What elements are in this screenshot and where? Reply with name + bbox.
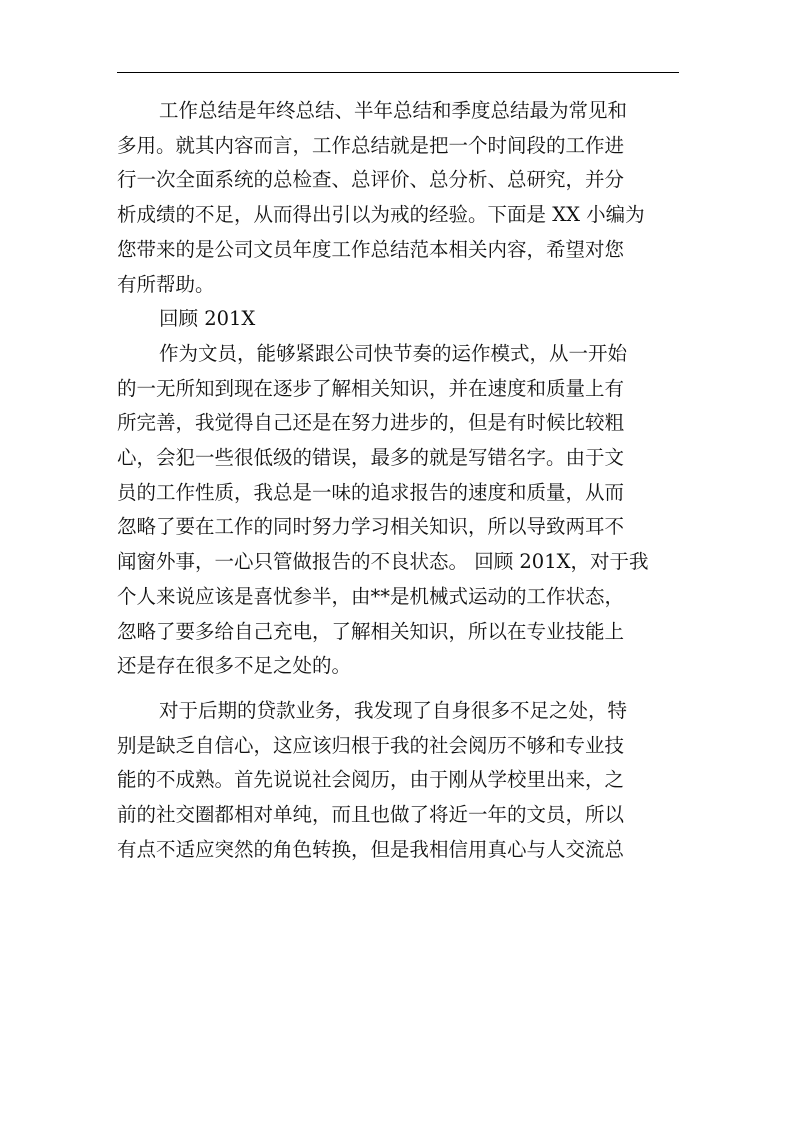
paragraph-line: 作为文员，能够紧跟公司快节奏的运作模式，从一开始 (159, 341, 628, 365)
header-rule (117, 72, 679, 73)
paragraph-line: 前的社交圈都相对单纯，而且也做了将近一年的文员，所以 (117, 803, 625, 827)
paragraph-line: 对于后期的贷款业务，我发现了自身很多不足之处，特 (159, 698, 628, 722)
paragraph-line: 员的工作性质，我总是一味的追求报告的速度和质量，从而 (117, 480, 625, 504)
paragraph-line: 有点不适应突然的角色转换，但是我相信用真心与人交流总 (117, 837, 625, 861)
document-body (117, 94, 665, 867)
paragraph-spacer (117, 684, 665, 694)
paragraph-line: 您带来的是公司文员年度工作总结范本相关内容，希望对您 (117, 237, 625, 261)
paragraph-line: 有所帮助。 (117, 272, 215, 296)
paragraph-line: 忽略了要在工作的同时努力学习相关知识，所以导致两耳不 (117, 515, 625, 539)
paragraph-line: 个人来说应该是喜忧参半，由**是机械式运动的工作状态， (117, 584, 625, 608)
paragraph-line: 能的不成熟。首先说说社会阅历，由于刚从学校里出来，之 (117, 768, 625, 792)
paragraph-line: 还是存在很多不足之处的。 (117, 654, 352, 678)
section-heading: 回顾 201X (159, 307, 256, 331)
paragraph-line: 忽略了要多给自己充电，了解相关知识，所以在专业技能上 (117, 619, 625, 643)
paragraph-line: 所完善，我觉得自己还是在努力进步的，但是有时候比较粗 (117, 411, 625, 435)
paragraph-line: 闻窗外事，一心只管做报告的不良状态。 回顾 201X，对于我 (117, 550, 649, 574)
paragraph-line: 别是缺乏自信心，这应该归根于我的社会阅历不够和专业技 (117, 733, 625, 757)
paragraph-line: 行一次全面系统的总检查、总评价、总分析、总研究，并分 (117, 168, 625, 192)
paragraph-line: 工作总结是年终总结、半年总结和季度总结最为常见和 (159, 99, 628, 122)
paragraph-line: 心，会犯一些很低级的错误，最多的就是写错名字。由于文 (117, 446, 625, 470)
paragraph-line: 的一无所知到现在逐步了解相关知识，并在速度和质量上有 (117, 376, 625, 400)
paragraph-line: 析成绩的不足，从而得出引以为戒的经验。下面是 XX 小编为 (117, 203, 645, 227)
paragraph-line: 多用。就其内容而言，工作总结就是把一个时间段的工作进 (117, 133, 625, 157)
